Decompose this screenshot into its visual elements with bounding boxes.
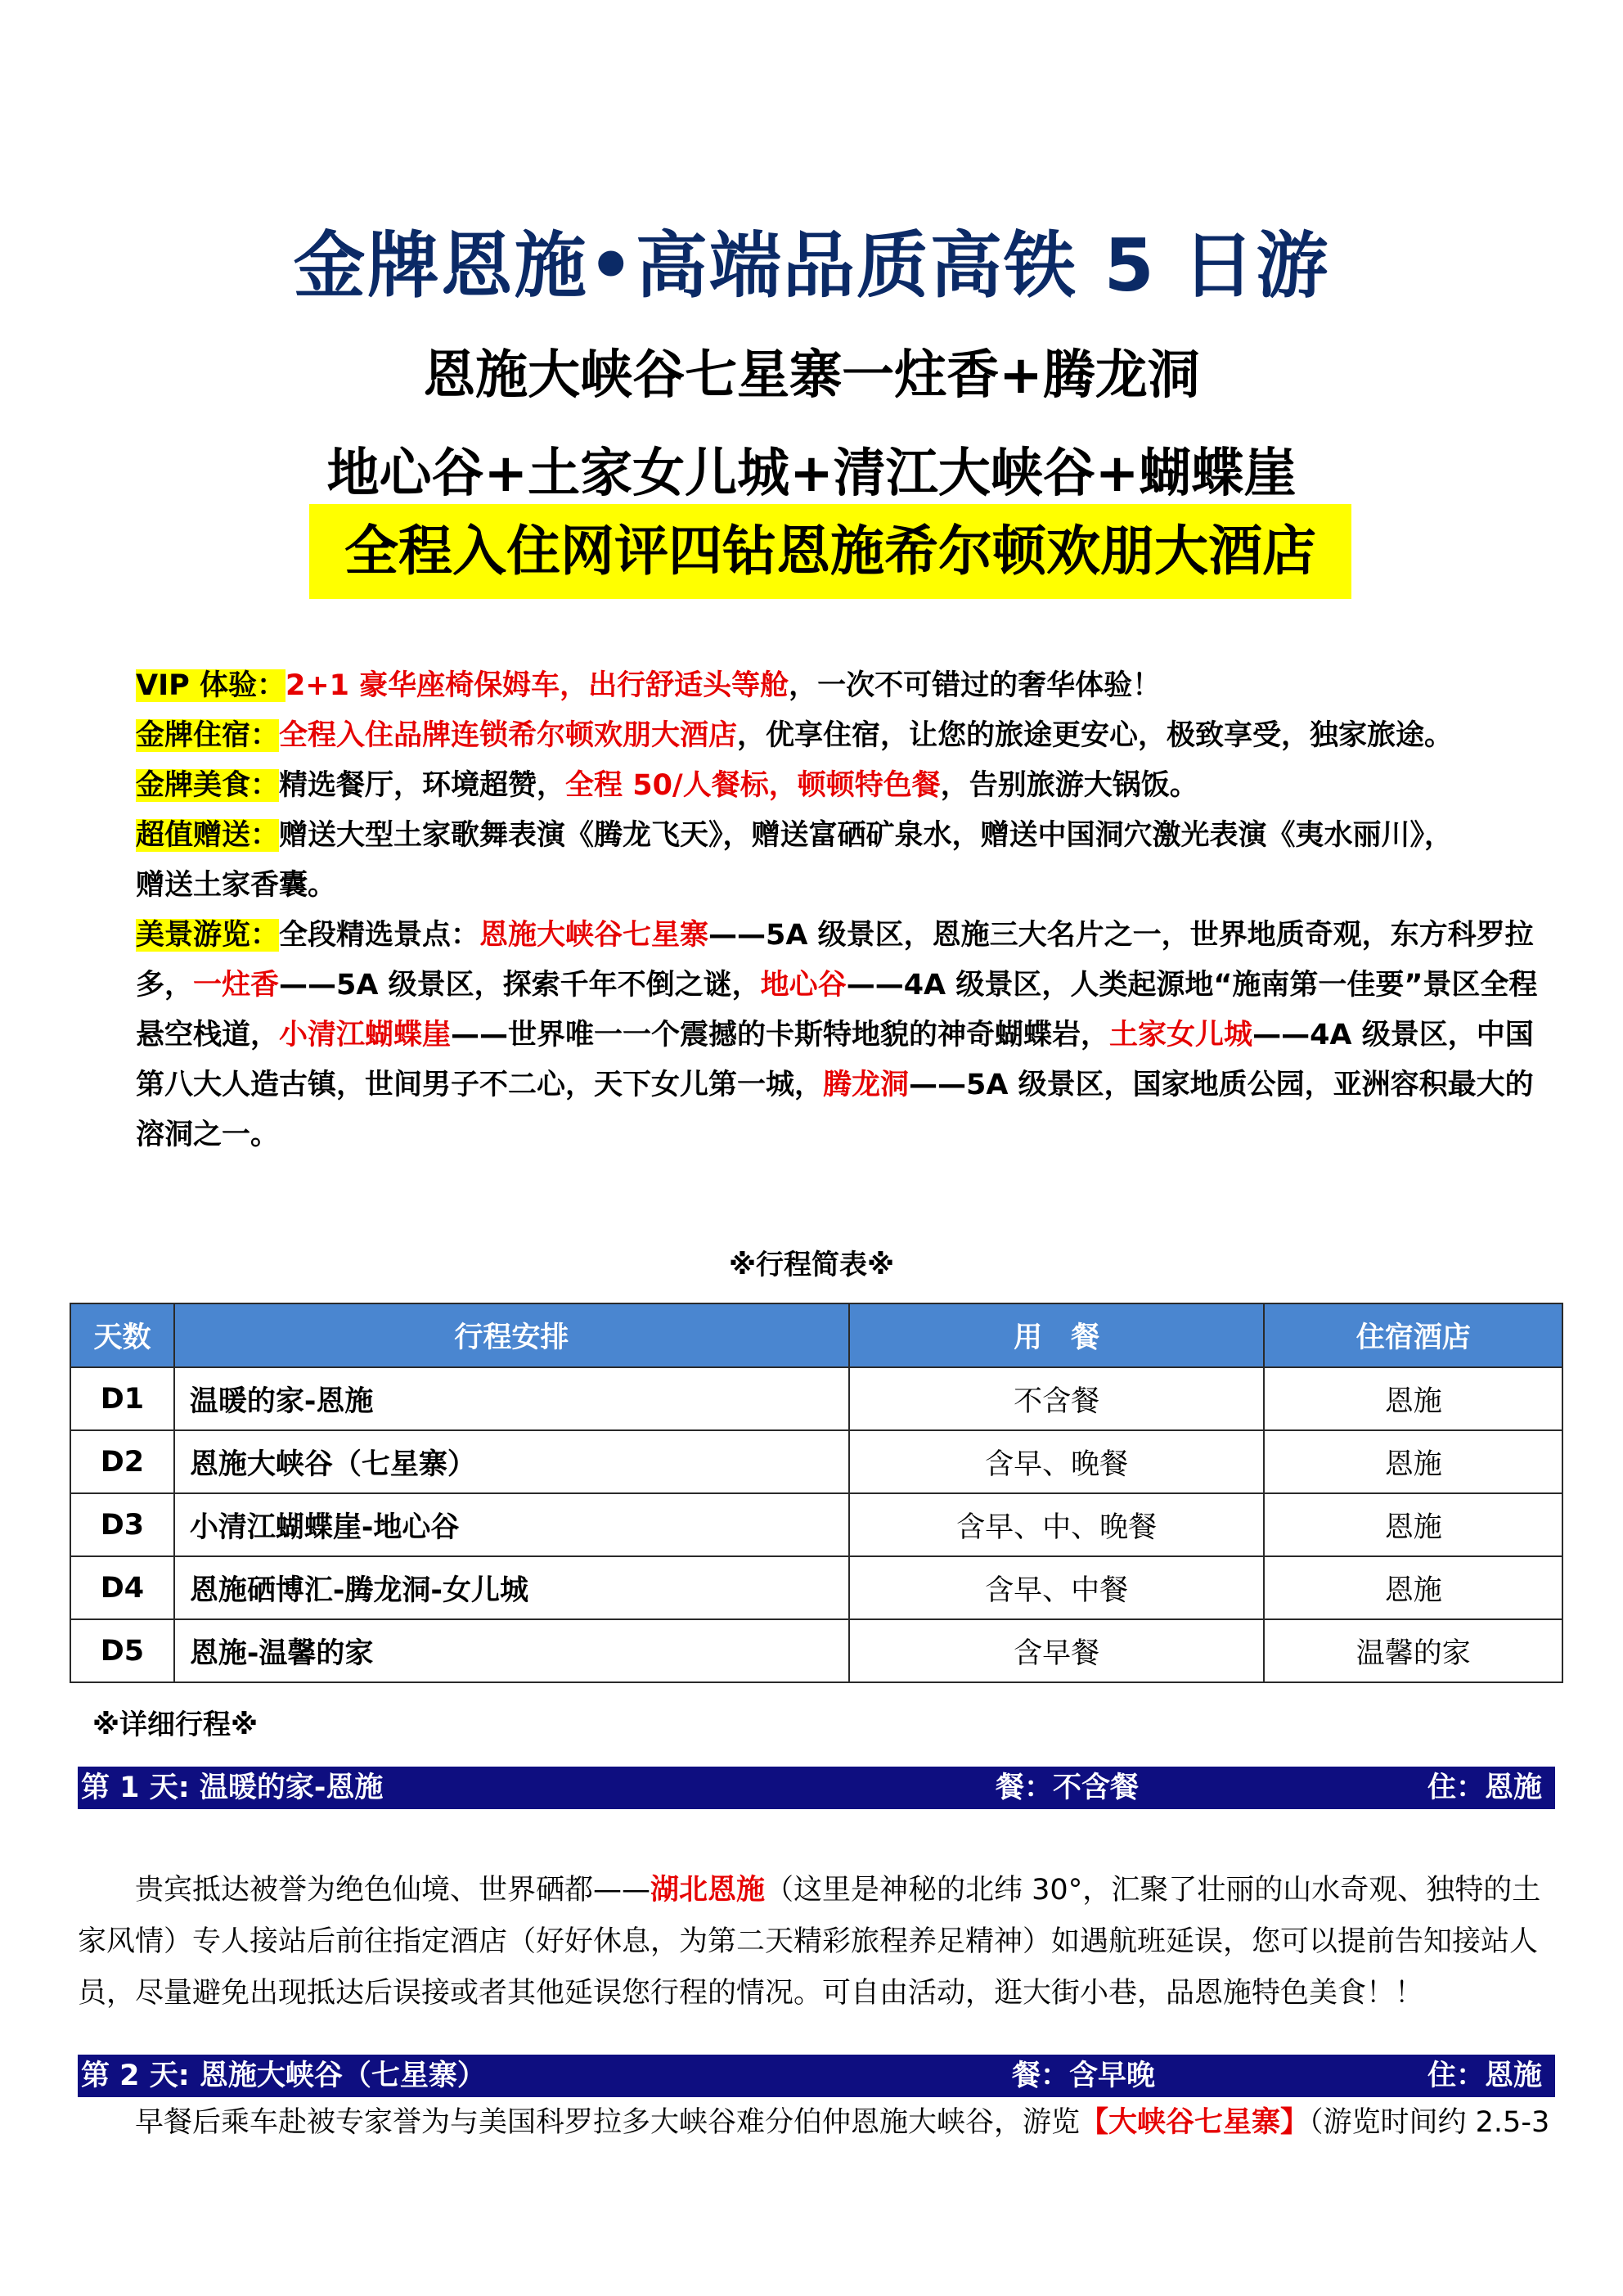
header-hotel: 住宿酒店 (1264, 1303, 1562, 1367)
scenic-spot-5: 土家女儿城 (1109, 1019, 1253, 1051)
day-1-description (78, 1865, 1558, 2019)
header-meals: 用 餐 (849, 1303, 1264, 1367)
stay-highlight: 全程入住品牌连锁希尔顿欢朋大酒店 (279, 719, 738, 752)
meal-cell: 含早、中餐 (849, 1556, 1264, 1619)
scenic-line (136, 911, 1543, 1160)
vip-label: VIP 体验： (136, 669, 285, 702)
food-line (136, 761, 1543, 811)
day-2-meal: 餐：含早晚 (1012, 2060, 1156, 2092)
food-highlight: 全程 50/人餐标，顿顿特色餐 (565, 769, 941, 802)
meal-cell: 不含餐 (849, 1367, 1264, 1430)
scenic-desc-2: ——5A 级景区，探索千年不倒之谜， (279, 969, 761, 1002)
day-cell: D2 (70, 1430, 174, 1493)
day-cell: D4 (70, 1556, 174, 1619)
vip-highlight: 2+1 豪华座椅保姆车，出行舒适头等舱 (285, 669, 789, 702)
food-label: 金牌美食： (136, 769, 280, 802)
detail-caption: ※详细行程※ (92, 1708, 259, 1741)
hotel-cell: 恩施 (1264, 1556, 1562, 1619)
scenic-label: 美景游览： (136, 919, 280, 952)
table-row (70, 1493, 1562, 1556)
scenic-spot-6: 腾龙洞 (823, 1069, 910, 1101)
route-cell: 恩施-温馨的家 (174, 1619, 849, 1682)
route-cell: 恩施大峡谷（七星寨） (174, 1430, 849, 1493)
day-cell: D1 (70, 1367, 174, 1430)
scenic-desc-6: ——5A 级景区，国家地质公园，亚洲容积最大的溶洞之一。 (136, 1069, 1534, 1151)
day-2-text: （游览时间约 2.5-3 (1309, 2106, 1550, 2139)
hotel-cell: 恩施 (1264, 1430, 1562, 1493)
scenic-desc-5: ——4A 级景区，中国第八大人造古镇，世间男子不二心，天下女儿第一城， (136, 1019, 1534, 1101)
scenic-desc-4: ——世界唯一一个震撼的卡斯特地貌的神奇蝴蝶岩， (451, 1019, 1110, 1051)
meal-cell: 含早、晚餐 (849, 1430, 1264, 1493)
subtitle-line-2: 地心谷+土家女儿城+清江大峡谷+蝴蝶崖 (326, 443, 1297, 504)
gift-text-2: 赠送土家香囊。 (136, 869, 337, 902)
day-1-highlight: 湖北恩施 (650, 1874, 766, 1907)
day-2-text-pre: 早餐后乘车赴被专家誉为与美国科罗拉多大峡谷难分伯仲恩施大峡谷，游览 (135, 2106, 1081, 2139)
day-2-description (78, 2097, 1558, 2149)
day-1-stay: 住：恩施 (1427, 1772, 1543, 1804)
scenic-spot-1: 恩施大峡谷七星寨 (479, 919, 709, 952)
scenic-spot-2: 一炷香 (193, 969, 280, 1002)
day-2-header-bar (78, 2055, 1555, 2097)
scenic-desc-1: ——5A 级景区，恩施三大名片之一，世界地质奇观，东方科罗拉多， (136, 919, 1534, 1002)
day-2-highlight: 【大峡谷七星寨】 (1080, 2106, 1310, 2139)
hotel-cell: 恩施 (1264, 1367, 1562, 1430)
stay-text: ，优享住宿，让您的旅途更安心，极致享受，独家旅途。 (737, 719, 1454, 752)
stay-line (136, 711, 1543, 761)
table-row (70, 1556, 1562, 1619)
gift-text-1: 赠送大型土家歌舞表演《腾龙飞天》，赠送富硒矿泉水，赠送中国洞穴激光表演《夷水丽川》， (279, 819, 1454, 852)
vip-text: ，一次不可错过的奢华体验！ (789, 669, 1162, 702)
meal-cell: 含早、中、晚餐 (849, 1493, 1264, 1556)
scenic-desc-3: ——4A 级景区，人类起源地“施南第一佳要”景区全程悬空栈道， (136, 969, 1538, 1051)
table-row (70, 1430, 1562, 1493)
gift-label: 超值赠送： (136, 819, 280, 852)
day-cell: D3 (70, 1493, 174, 1556)
day-2-stay: 住：恩施 (1427, 2060, 1543, 2092)
day-1-text: （这里是神秘的北纬 30°，汇聚了壮丽的山水奇观、独特的土家风情）专人接站后前往指定酒店（好好休息，为第二天精彩旅程养足精神）如遇航班延误，您可以提前告知接站人员，尽量避免出现抵达后误接或者其他延误您行程的情况。可自由活动，逛大街小巷，品恩施特色美食！！ (78, 1874, 1541, 2010)
hotel-cell: 温馨的家 (1264, 1619, 1562, 1682)
route-cell: 恩施硒博汇-腾龙洞-女儿城 (174, 1556, 849, 1619)
subtitle-line-1: 恩施大峡谷七星寨一炷香+腾龙洞 (423, 345, 1200, 406)
route-cell: 温暖的家-恩施 (174, 1367, 849, 1430)
stay-label: 金牌住宿： (136, 719, 280, 752)
day-1-title: 第 1 天: 温暖的家-恩施 (81, 1772, 384, 1804)
page-title: 金牌恩施•高端品质高铁 5 日游 (293, 223, 1330, 308)
day-cell: D5 (70, 1619, 174, 1682)
hotel-highlight-banner: 全程入住网评四钻恩施希尔顿欢朋大酒店 (309, 504, 1351, 599)
food-text-pre: 精选餐厅，环境超赞， (279, 769, 566, 802)
scenic-spot-4: 小清江蝴蝶崖 (279, 1019, 452, 1051)
day-1-header-bar (78, 1767, 1555, 1809)
scenic-pre: 全段精选景点： (279, 919, 480, 952)
hotel-cell: 恩施 (1264, 1493, 1562, 1556)
header-day: 天数 (70, 1303, 174, 1367)
intro-section (136, 661, 1543, 1160)
summary-caption: ※行程简表※ (728, 1249, 895, 1281)
gift-line (136, 811, 1543, 911)
meal-cell: 含早餐 (849, 1619, 1264, 1682)
table-row (70, 1367, 1562, 1430)
vip-line (136, 661, 1543, 711)
table-row (70, 1619, 1562, 1682)
itinerary-summary-table (70, 1303, 1563, 1683)
header-route: 行程安排 (174, 1303, 849, 1367)
day-2-title: 第 2 天: 恩施大峡谷（七星寨） (81, 2060, 486, 2092)
scenic-spot-3: 地心谷 (760, 969, 847, 1002)
route-cell: 小清江蝴蝶崖-地心谷 (174, 1493, 849, 1556)
food-text: ，告别旅游大锅饭。 (940, 769, 1198, 802)
day-1-meal: 餐：不含餐 (996, 1772, 1140, 1804)
day-1-text-pre: 贵宾抵达被誉为绝色仙境、世界硒都—— (135, 1874, 651, 1907)
table-header-row (70, 1303, 1562, 1367)
